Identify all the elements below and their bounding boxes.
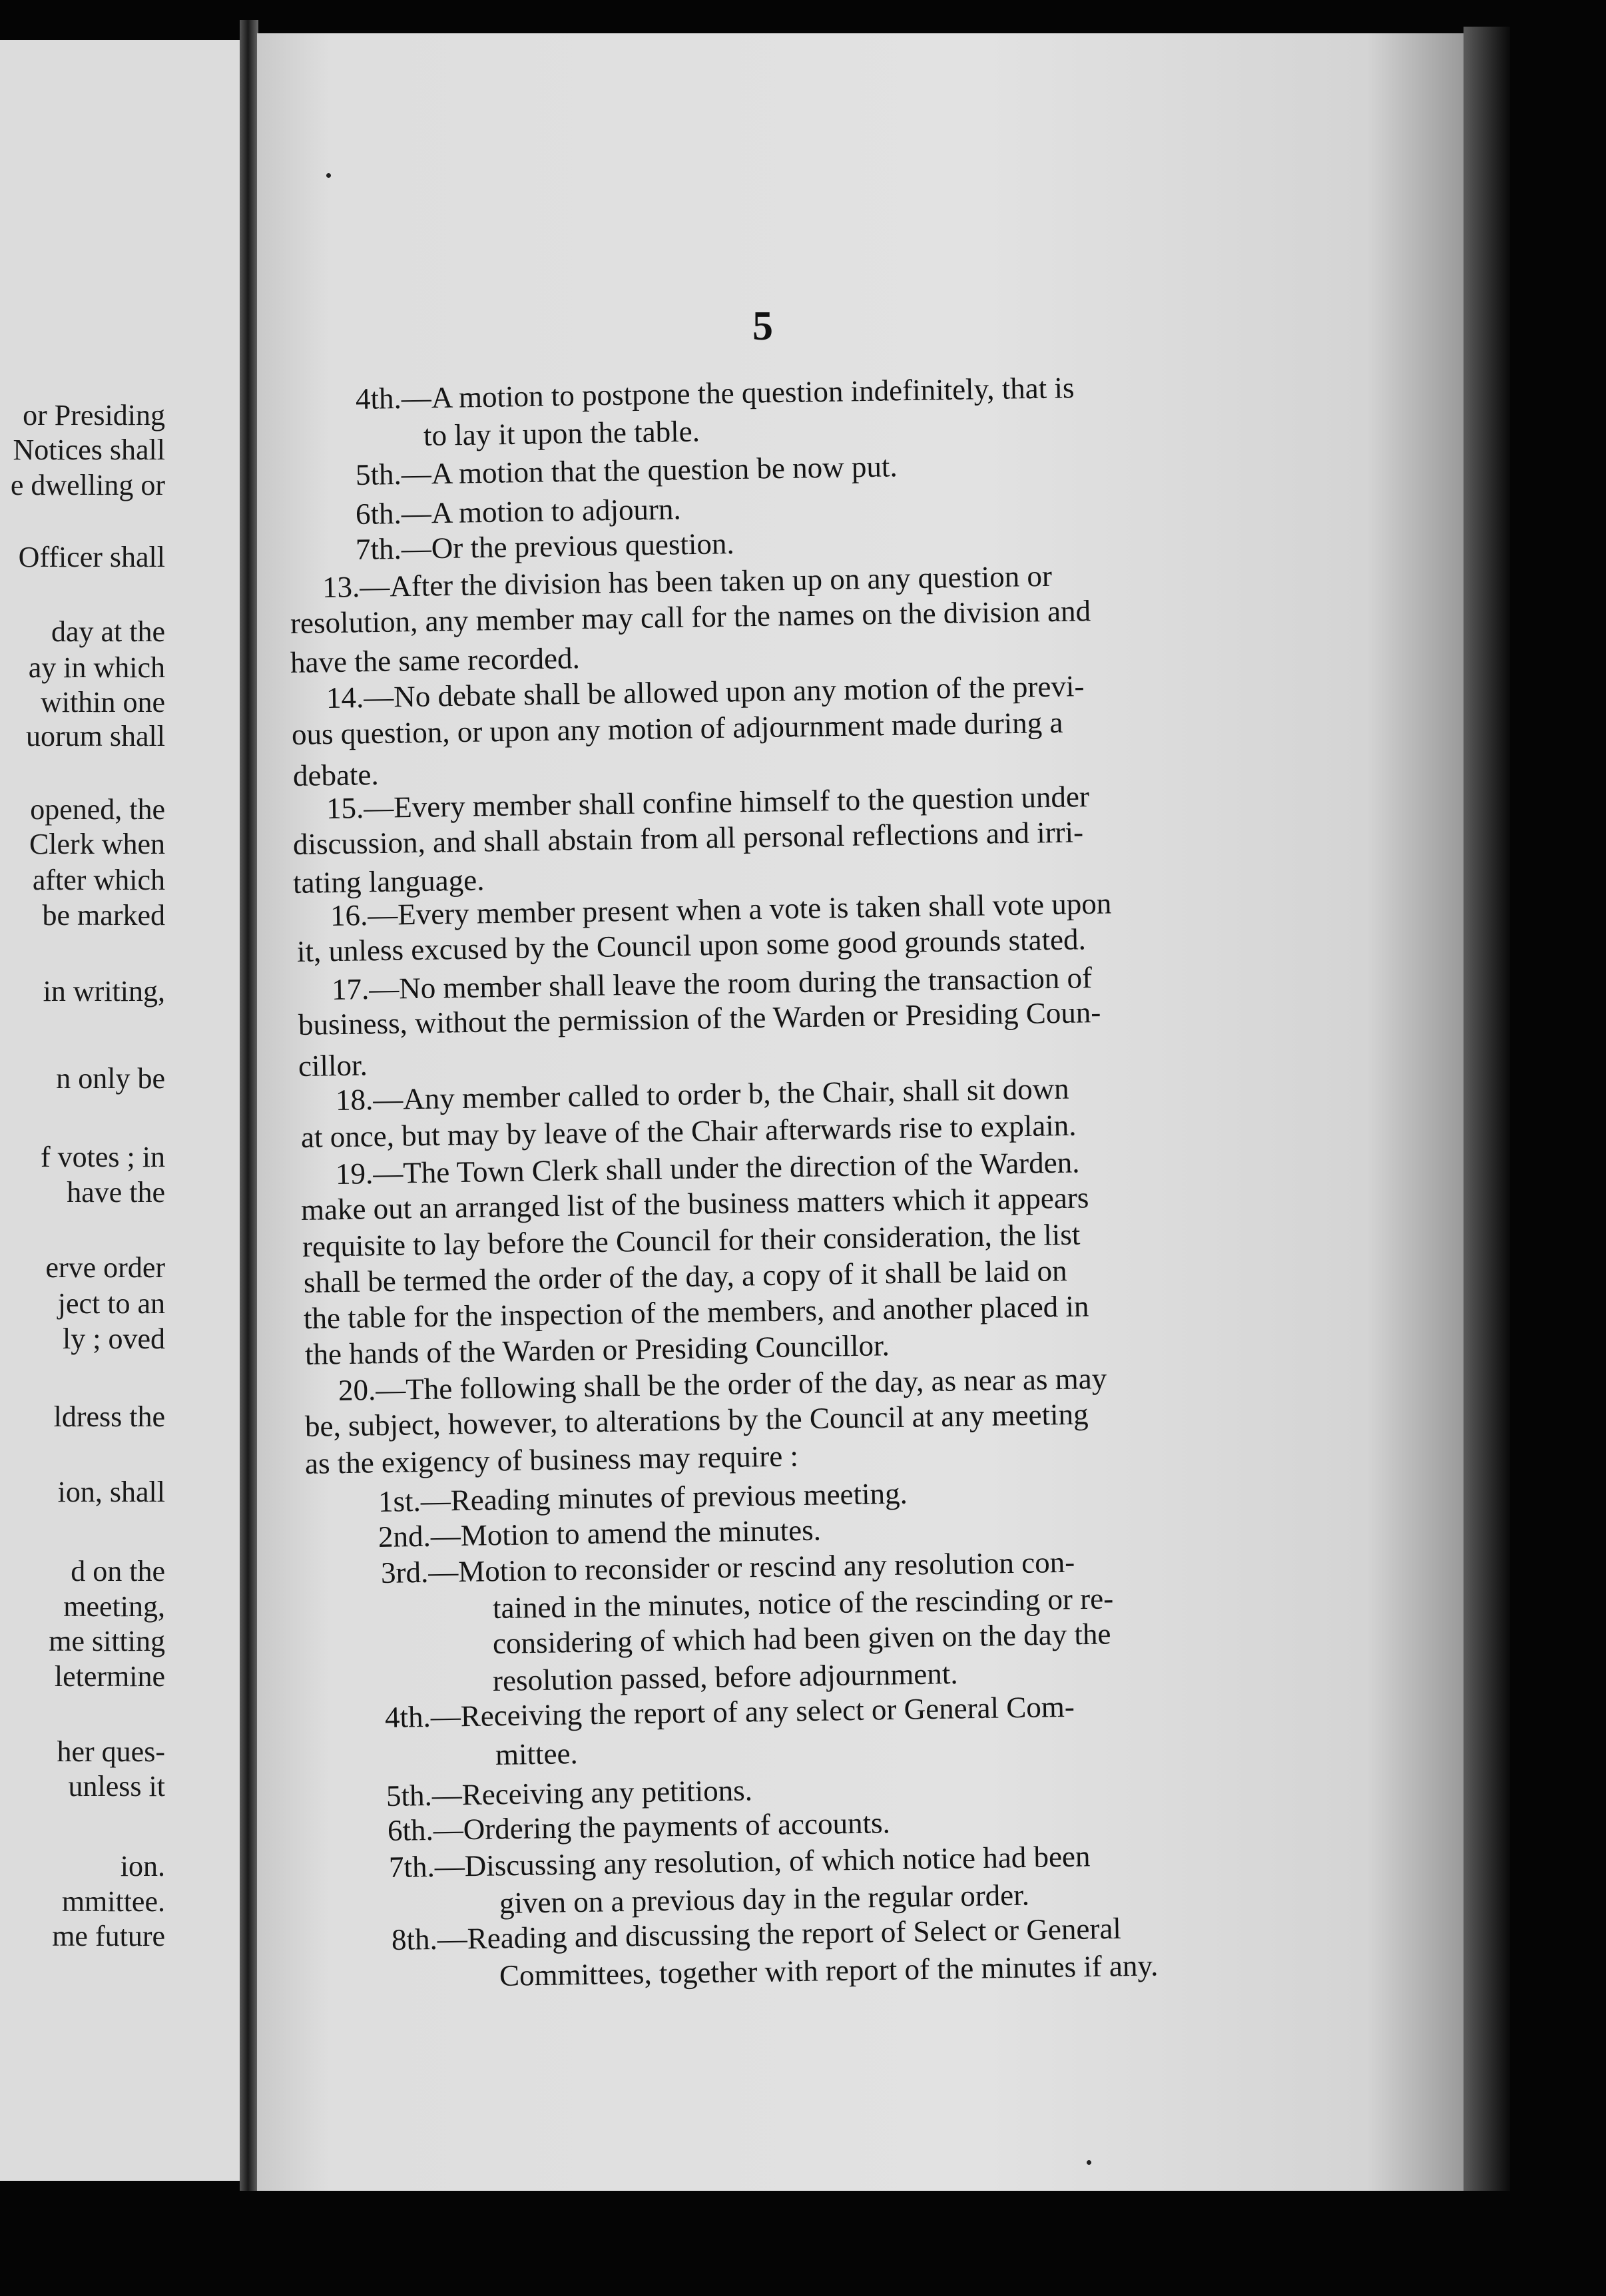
left-fragment: her ques-	[57, 1735, 165, 1768]
text-line: 13.—After the division has been taken up on any question or	[322, 559, 1053, 604]
speck	[326, 173, 331, 178]
text-line: given on a previous day in the regular order.	[499, 1878, 1030, 1920]
text-line: mittee.	[495, 1737, 579, 1771]
text-line: it, unless excused by the Council upon some good grounds stated.	[296, 922, 1087, 968]
text-line: 19.—The Town Clerk shall under the direction of the Warden.	[335, 1145, 1080, 1191]
left-fragment: n only be	[56, 1062, 165, 1095]
text-line: 4th.—A motion to postpone the question indefinitely, that is	[355, 371, 1075, 416]
text-line: resolution passed, before adjournment.	[492, 1657, 958, 1697]
left-fragment: f votes ; in	[41, 1141, 165, 1173]
left-fragment: mmittee.	[61, 1885, 165, 1918]
text-line: 7th.—Discussing any resolution, of which notice had been	[388, 1839, 1091, 1884]
text-line: the table for the inspection of the members, and another placed in	[303, 1289, 1089, 1335]
text-line: tained in the minutes, notice of the rescinding or re-	[492, 1581, 1114, 1625]
left-fragment: meeting,	[63, 1590, 165, 1623]
text-line: 6th.—Ordering the payments of accounts.	[387, 1806, 891, 1847]
text-line: as the exigency of business may require :	[304, 1439, 799, 1480]
text-line: 18.—Any member called to order b, the Chair, shall sit down	[335, 1071, 1069, 1117]
text-line: cillor.	[298, 1048, 368, 1083]
text-line: ous question, or upon any motion of adjournment made during a	[291, 705, 1063, 751]
left-page-edge	[0, 40, 240, 2181]
text-line: at once, but may by leave of the Chair afterwards rise to explain.	[300, 1108, 1077, 1154]
text-line: 8th.—Reading and discussing the report of Select or General	[391, 1911, 1122, 1956]
text-line: requisite to lay before the Council for their consideration, the list	[302, 1217, 1081, 1263]
left-fragment: uorum shall	[26, 720, 165, 752]
text-line: 5th.—A motion that the question be now put.	[355, 449, 898, 491]
text-line: discussion, and shall abstain from all personal reflections and irri-	[292, 815, 1084, 861]
text-line: 7th.—Or the previous question.	[355, 527, 735, 566]
text-line: 16.—Every member present when a vote is taken shall vote upon	[330, 886, 1112, 932]
text-line: debate.	[292, 757, 380, 792]
left-fragment: ldress the	[53, 1400, 165, 1433]
text-line: 14.—No debate shall be allowed upon any motion of the previ-	[326, 669, 1085, 715]
left-fragment: me sitting	[49, 1625, 165, 1657]
speck	[1087, 2160, 1091, 2165]
text-line: 1st.—Reading minutes of previous meeting.	[378, 1476, 908, 1518]
book-gutter	[240, 20, 258, 2191]
left-fragment: erve order	[45, 1251, 165, 1284]
left-fragment: within one	[41, 686, 165, 718]
left-fragment: ion, shall	[57, 1476, 165, 1508]
text-line: resolution, any member may call for the names on the division and	[290, 594, 1091, 640]
text-line: 15.—Every member shall confine himself to the question under	[326, 780, 1090, 825]
left-fragment: e dwelling or	[10, 469, 165, 501]
left-fragment: unless it	[68, 1770, 165, 1803]
left-fragment: ject to an	[57, 1287, 165, 1320]
text-line: the hands of the Warden or Presiding Councillor.	[304, 1328, 890, 1371]
text-line: shall be termed the order of the day, a copy of it shall be laid on	[303, 1253, 1067, 1299]
left-fragment: be marked	[42, 899, 165, 932]
left-fragment: me future	[52, 1920, 165, 1952]
left-fragment: have the	[67, 1176, 165, 1209]
text-line: 2nd.—Motion to amend the minutes.	[378, 1513, 822, 1554]
left-fragment: letermine	[54, 1660, 165, 1693]
text-line: 6th.—A motion to adjourn.	[355, 492, 682, 531]
left-fragment: d on the	[71, 1555, 165, 1587]
text-line: Committees, together with report of the minutes if any.	[499, 1948, 1159, 1992]
left-fragment: Officer shall	[18, 541, 165, 573]
left-fragment: or Presiding	[23, 399, 165, 431]
page-edge-shadow	[1464, 27, 1510, 2191]
left-fragment: in writing,	[43, 975, 165, 1007]
text-line: 5th.—Receiving any petitions.	[386, 1773, 753, 1813]
text-line: have the same recorded.	[290, 641, 581, 679]
text-line: 4th.—Receiving the report of any select or General Com-	[384, 1689, 1075, 1734]
page-number: 5	[752, 304, 773, 349]
text-line: to lay it upon the table.	[423, 414, 700, 452]
text-line: business, without the permission of the Warden or Presiding Coun-	[298, 996, 1101, 1041]
left-fragment: after which	[32, 864, 165, 896]
left-fragment: Notices shall	[13, 433, 165, 466]
text-line: 17.—No member shall leave the room during the transaction of	[331, 961, 1093, 1006]
text-line: tating language.	[292, 863, 485, 900]
text-line: be, subject, however, to alterations by the Council at any meeting	[304, 1397, 1089, 1443]
left-fragment: ly ; oved	[63, 1322, 165, 1355]
left-fragment: ay in which	[28, 651, 165, 684]
left-fragment: Clerk when	[29, 828, 165, 860]
left-fragment: ion.	[120, 1850, 165, 1882]
text-line: 20.—The following shall be the order of the day, as near as may	[338, 1361, 1107, 1407]
text-line: 3rd.—Motion to reconsider or rescind any resolution con-	[380, 1545, 1075, 1589]
left-fragment: day at the	[51, 615, 165, 648]
text-line: considering of which had been given on the day the	[492, 1617, 1111, 1660]
left-fragment: opened, the	[30, 793, 165, 826]
text-line: make out an arranged list of the business matters which it appears	[300, 1181, 1089, 1227]
